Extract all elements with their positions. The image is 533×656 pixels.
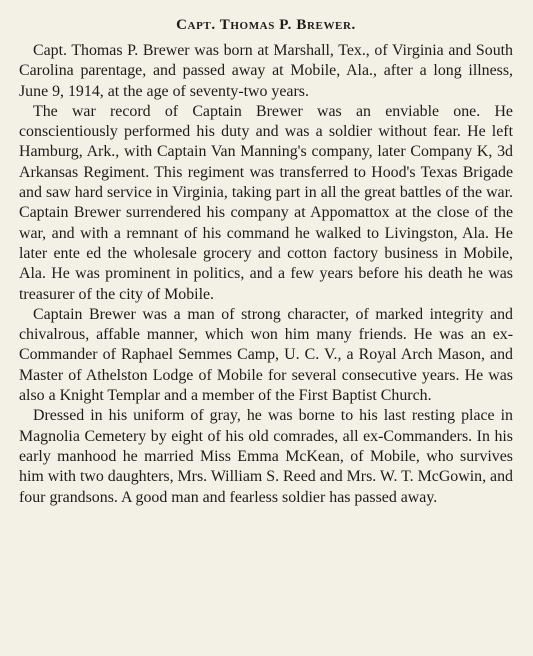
paragraph-war-record: The war record of Captain Brewer was an enviable one. He conscientiously performed his duty and was a soldier without fear. He left Hamburg, Ark., with Captain Van Manning's company, later Company K, 3d Arkansas Regiment. This regiment was transferred to Hood's Texas Brigade and saw hard service in Virginia, taking part in all the great battles of the war. Captain Brewer surrendered his company at Appomattox at the close of the war, and with a remnant of his command he walked to Livingston, Ala. He later ente ed the wholesale grocery and cotton factory business in Mobile, Ala. He was prominent in politics, and a few years before his death he was treasurer of the city of Mobile. (19, 102, 513, 303)
paragraph-burial: Dressed in his uniform of gray, he was borne to his last resting place in Magnolia Cemetery by eight of his old comrades, all ex-Commanders. In his early manhood he married Miss Emma McKean, of Mobile, who survives him with two daughters, Mrs. William S. Reed and Mrs. W. T. McGowin, and four grandsons. A good man and fearless soldier has passed away. (19, 407, 513, 506)
paragraph-character: Captain Brewer was a man of strong character, of marked integrity and chivalrous, affable manner, which won him many friends. He was an ex-Commander of Raphael Semmes Camp, U. C. V., a Royal Arch Mason, and Master of Athelston Lodge of Mobile for several consecutive years. He was also a Knight Templar and a member of the First Baptist Church. (19, 305, 513, 405)
article-title: Capt. Thomas P. Brewer. (176, 17, 356, 33)
paragraph-birth: Capt. Thomas P. Brewer was born at Marshall, Tex., of Virginia and South Carolina parentage, and passed away at Mobile, Ala., after a long illness, June 9, 1914, at the age of seventy-two years. (19, 42, 513, 100)
